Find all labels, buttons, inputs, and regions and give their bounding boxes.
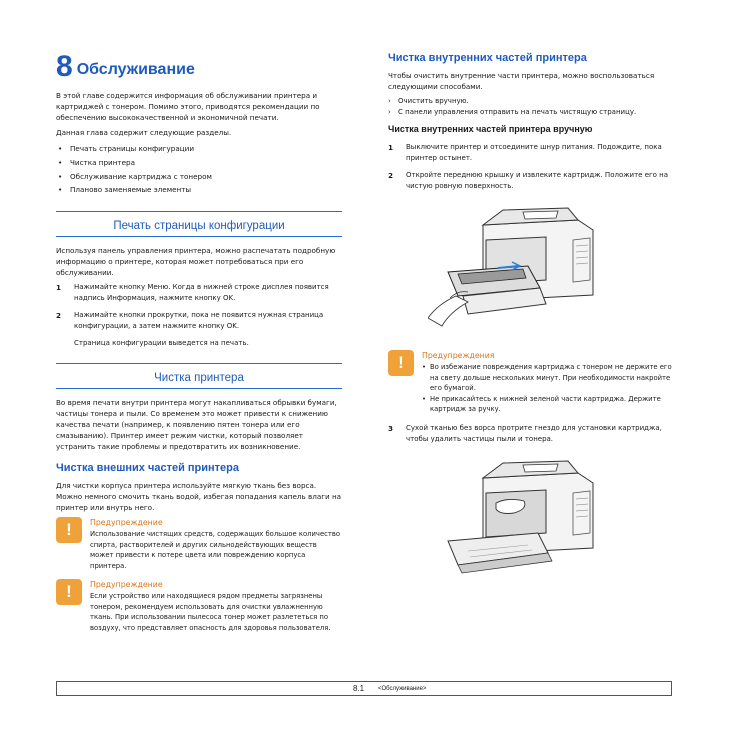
warning-icon: ! [388,350,414,376]
section-heading-cleaning [56,363,342,389]
interior-options [388,96,678,118]
section-title: Чистка принтера [154,372,244,385]
printer-cartridge-removal-illustration [428,200,608,340]
warning-icon: ! [56,517,82,543]
step-number: 1 [388,143,394,152]
step-text: Сухой тканью без ворса протрите гнездо для установки картриджа, чтобы удалить частицы пыли и тонера. [406,423,662,443]
config-text: Используя панель управления принтера, можно распечатать подробную информацию о принтере, которая может потребоваться при его обслуживании. [56,246,336,278]
step-number: 3 [388,423,394,433]
warning-icon: ! [56,579,82,605]
contents-lead: Данная глава содержит следующие разделы. [56,128,232,137]
left-column [56,52,342,641]
warning-box [388,350,678,415]
step-number: 2 [56,311,62,321]
list-item: • Во избежание повреждения картриджа с тонером не держите его на свету дольше нескольких минут. При необходимости накройте его бумагой. [422,362,678,394]
warning-text: Если устройство или находящиеся рядом предметы загрязнены тонером, рекомендуем использовать для очистки увлажненную ткань. При использовании пылесоса тонер может разлететься по воздуху, что представляет опасность для здоровья пользователя. [90,592,331,632]
step-number: 1 [56,283,62,293]
step-text: Нажимайте кнопку Меню. Когда в нижней строке дисплея появится надпись Информация, нажмите кнопку OK. [74,283,329,303]
list-item: • Печать страницы конфигурации [56,142,342,156]
page-footer [56,681,672,696]
chapter-heading [56,52,342,82]
footer-chapter: <Обслуживание> [378,685,427,692]
step [56,282,342,304]
list-item: › Очистить вручную. [388,96,678,107]
list-item: • Обслуживание картриджа с тонером [56,170,342,184]
warning-box [56,579,342,633]
step [388,170,678,192]
printer-wiping-slot-illustration [428,453,608,588]
warning-title: Предупреждение [90,580,163,590]
warning-title: Предупреждение [90,518,163,528]
section-heading-config [56,211,342,237]
right-column [388,52,678,598]
cleaning-text: Во время печати внутри принтера могут накапливаться обрывки бумаги, частицы тонера и пыли. Со временем это может привести к снижению качества печати (например, к появлению пятен тонера или его смазыванию). Принтер имеет режим чистки, который позволяет устранить такие проблемы и предотвратить их возникновение. [56,398,337,452]
list-item: › С панели управления отправить на печать чистящую страницу. [388,107,678,118]
step [388,142,678,164]
interior-text: Чтобы очистить внутренние части принтера, можно воспользоваться следующими способами. [388,71,655,91]
step [56,310,342,332]
contents-list [56,142,342,197]
exterior-heading: Чистка внешних частей принтера [56,462,240,475]
step-text: Выключите принтер и отсоедините шнур питания. Подождите, пока принтер остынет. [406,143,662,162]
warning-box [56,517,342,571]
step-text: Откройте переднюю крышку и извлеките картридж. Положите его на чистую ровную поверхность. [406,171,669,190]
section-title: Печать страницы конфигурации [113,220,285,233]
step-text: Нажимайте кнопки прокрутки, пока не появится нужная страница конфигурации, а затем нажмите кнопку OK. [74,311,324,331]
warning-text: Использование чистящих средств, содержащих большое количество спирта, растворителей и других сильнодействующих веществ может привести к потере цвета или повреждению корпуса принтера. [90,530,340,570]
step [388,423,678,445]
manual-heading: Чистка внутренних частей принтера вручную [388,124,593,134]
intro-text: В этой главе содержится информация об обслуживании принтера и картриджей с тонером. Помимо этого, приводятся рекомендации по обеспечению высококачественной и экономичной печати. [56,91,320,122]
chapter-number: 8 [56,50,73,83]
list-item: • Чистка принтера [56,156,342,170]
interior-heading: Чистка внутренних частей принтера [388,52,587,64]
list-item: • Не прикасайтесь к нижней зеленой части картриджа. Держите картридж за ручку. [422,394,678,415]
step-note: Страница конфигурации выведется на печать. [74,339,249,348]
warning-title: Предупреждения [422,351,495,360]
warning-list [422,362,678,415]
exterior-text: Для чистки корпуса принтера используйте мягкую ткань без ворса. Можно немного смочить ткань водой, избегая попадания капель влаги на принтер или внутрь него. [56,481,342,513]
list-item: • Планово заменяемые элементы [56,183,342,197]
step-number: 2 [388,171,394,180]
chapter-title: Обслуживание [76,61,195,78]
page-number: 8.1 [353,684,365,693]
